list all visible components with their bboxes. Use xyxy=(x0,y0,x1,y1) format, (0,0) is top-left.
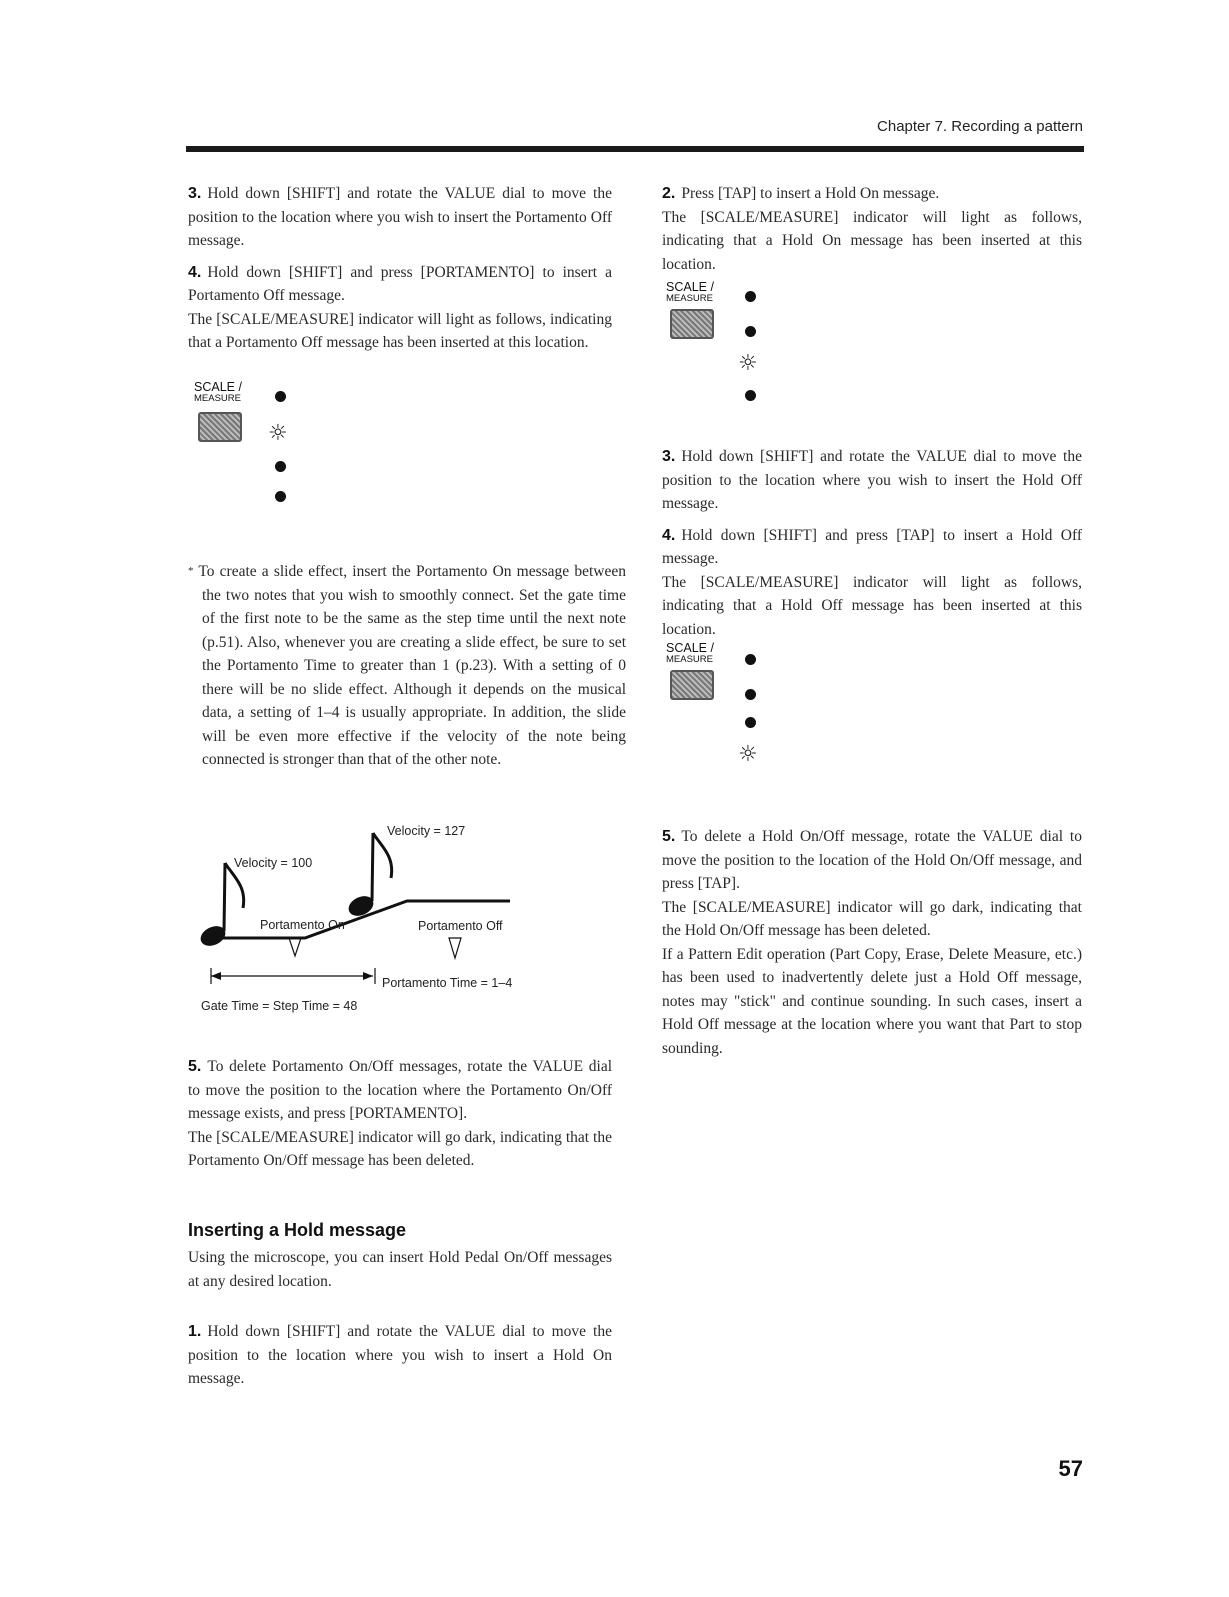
indicator-label-top: SCALE / xyxy=(666,280,714,294)
note-icon-velocity-127 xyxy=(345,833,391,920)
indicator-label-top: SCALE / xyxy=(666,641,714,655)
indicator-dot xyxy=(745,326,756,337)
label-velocity-100: Velocity = 100 xyxy=(234,856,313,870)
right-step-5-line xyxy=(662,825,1082,896)
right-step-5-note: If a Pattern Edit operation (Part Copy, Erase, Delete Measure, etc.) has been used to inadvertently delete just a Hold Off message, notes may "stick" and continue sounding. In such cases, insert a Hold Off message at the location where you want that Part to stop sounding. xyxy=(662,945,1082,1057)
step-text: Hold down [SHIFT] and press [PORTAMENTO] to insert a Portamento Off message. xyxy=(188,263,612,304)
step-text: Hold down [SHIFT] and rotate the VALUE dial to move the position to the location where you wish to insert the Portamento Off message. xyxy=(188,185,612,249)
right-step-2-desc: The [SCALE/MEASURE] indicator will light as follows, indicating that a Hold On message has been inserted at this location. xyxy=(662,208,1082,273)
section-intro: Using the microscope, you can insert Hold Pedal On/Off messages at any desired location. xyxy=(188,1249,612,1290)
indicator-hold-on xyxy=(666,281,786,411)
step-number: 2. xyxy=(662,185,676,202)
indicator-dot xyxy=(275,391,286,402)
triangle-marker-off xyxy=(449,938,461,958)
section-heading: Inserting a Hold message xyxy=(188,1220,407,1240)
indicator-label-bottom: MEASURE xyxy=(194,393,241,404)
right-step-2-line xyxy=(662,182,1082,206)
step-text: Hold down [SHIFT] and rotate the VALUE dial to move the position to the location where you wish to insert a Hold On message. xyxy=(188,1323,612,1387)
right-step-4-desc: The [SCALE/MEASURE] indicator will light as follows, indicating that a Hold Off message has been inserted at this location. xyxy=(662,573,1082,638)
indicator-lit-icon: ☼ xyxy=(738,351,758,376)
indicator-label-bottom: MEASURE xyxy=(666,654,713,665)
indicator-label-top: SCALE / xyxy=(194,380,242,394)
left-column-bottom xyxy=(188,1055,612,1181)
indicator-dot xyxy=(745,390,756,401)
indicator-dot xyxy=(745,717,756,728)
step-text: Press [TAP] to insert a Hold On message. xyxy=(681,185,940,202)
scale-measure-button xyxy=(670,670,714,700)
left-step-3 xyxy=(188,182,612,253)
header-rule xyxy=(186,146,1084,152)
step-text: Hold down [SHIFT] and rotate the VALUE dial to move the position to the location where you wish to insert the Hold Off message. xyxy=(662,448,1082,512)
left-step-5-desc: The [SCALE/MEASURE] indicator will go dark, indicating that the Portamento On/Off message has been deleted. xyxy=(188,1128,612,1169)
indicator-lit-icon: ☼ xyxy=(738,742,758,767)
indicator-label xyxy=(666,281,714,305)
step-text: To delete Portamento On/Off messages, rotate the VALUE dial to move the position to the location where the Portamento On/Off message exists, and press [PORTAMENTO]. xyxy=(188,1058,612,1122)
note-mark: * xyxy=(188,565,194,577)
step-text: To delete a Hold On/Off message, rotate the VALUE dial to move the position to the location of the Hold On/Off message, and press [TAP]. xyxy=(662,828,1082,892)
left-note xyxy=(188,560,626,772)
right-step-4 xyxy=(662,524,1082,571)
indicator-dot xyxy=(745,689,756,700)
indicator-lit-icon: ☼ xyxy=(268,421,288,446)
note-text: To create a slide effect, insert the Portamento On message between the two notes that you wish to smoothly connect. Set the gate time of the first note to be the same as the step time until the next note (p.51). Also, whenever you are creating a slide effect, be sure to set the Portamento Time to greater than 1 (p.23). With a setting of 0 there will be no slide effect. Although it depends on the musical data, a setting of 1–4 is usually appropriate. In addition, the slide will be even more effective if the velocity of the note being connected is stronger than that of the other note. xyxy=(198,563,626,768)
step-number: 5. xyxy=(662,828,676,845)
indicator-hold-off xyxy=(666,642,786,772)
right-step-3 xyxy=(662,445,1082,516)
right-steps-3-4 xyxy=(662,445,1082,649)
scale-measure-button xyxy=(670,309,714,339)
left-step-1 xyxy=(188,1320,612,1391)
label-gate-time: Gate Time = Step Time = 48 xyxy=(201,999,358,1013)
indicator-dot xyxy=(745,291,756,302)
step-number: 3. xyxy=(188,185,202,202)
indicator-portamento-off xyxy=(194,381,314,511)
left-column-top xyxy=(188,182,612,363)
left-step-4 xyxy=(188,261,612,308)
indicator-label xyxy=(666,642,714,666)
label-velocity-127: Velocity = 127 xyxy=(387,824,466,838)
indicator-label-bottom: MEASURE xyxy=(666,293,713,304)
step-number: 4. xyxy=(188,263,202,281)
right-step-5-desc: The [SCALE/MEASURE] indicator will go dark, indicating that the Hold On/Off message has been deleted. xyxy=(662,898,1082,939)
step-number: 1. xyxy=(188,1323,202,1340)
indicator-label xyxy=(194,381,242,405)
page-number: 57 xyxy=(1058,1456,1083,1481)
label-portamento-time: Portamento Time = 1–4 xyxy=(382,976,513,990)
step-text: Hold down [SHIFT] and press [TAP] to insert a Hold Off message. xyxy=(662,526,1082,567)
left-step-5 xyxy=(188,1055,612,1126)
scale-measure-button xyxy=(198,412,242,442)
right-step-2 xyxy=(662,182,1082,284)
indicator-dot xyxy=(275,491,286,502)
triangle-marker-on xyxy=(289,938,301,956)
right-step-5 xyxy=(662,825,1082,1068)
step-number: 5. xyxy=(188,1058,202,1075)
label-portamento-off: Portamento Off xyxy=(418,919,503,933)
chapter-title: Chapter 7. Recording a pattern xyxy=(877,118,1083,135)
left-step-4-desc: The [SCALE/MEASURE] indicator will light as follows, indicating that a Portamento Off message has been inserted at this location. xyxy=(188,310,612,351)
step-number: 3. xyxy=(662,448,676,465)
step-number: 4. xyxy=(662,526,676,544)
label-portamento-on: Portamento On xyxy=(260,918,345,932)
indicator-dot xyxy=(275,461,286,472)
indicator-dot xyxy=(745,654,756,665)
